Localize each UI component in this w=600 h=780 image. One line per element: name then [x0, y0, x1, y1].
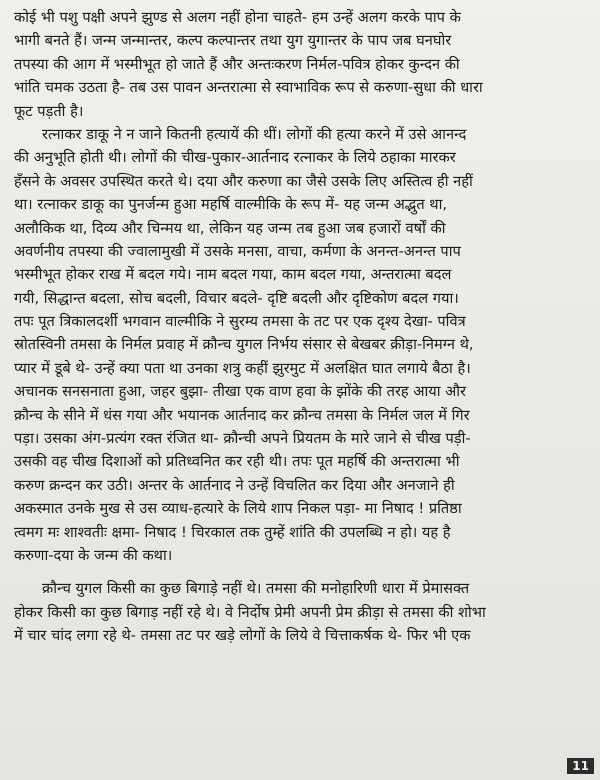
- text-line: अवर्णनीय तपस्या की ज्वालामुखी में उसके मनसा, वाचा, कर्मणा के अनन्त-अनन्त पाप: [14, 242, 461, 260]
- text-line: करुण क्रन्दन कर उठी। अन्तर के आर्तनाद ने उन्हें विचलित कर दिया और अनजाने ही: [14, 476, 455, 494]
- text-line: तपस्या की आग में भस्मीभूत हो जाते हैं और अन्तःकरण निर्मल-पवित्र होकर कुन्दन की: [14, 55, 460, 73]
- text-line: कोई भी पशु पक्षी अपने झुण्ड से अलग नहीं होना चाहते- हम उन्हें अलग करके पाप के: [14, 9, 461, 26]
- text-line: भांति चमक उठता है- तब उस पावन अन्तरात्मा से स्वाभाविक रूप से करुणा-सुधा की धारा: [14, 79, 483, 97]
- text-line: त्वमग मः शाश्वतीः क्षमा- निषाद ! चिरकाल तक तुम्हें शांति की उपलब्धि न हो। यह है: [14, 523, 451, 541]
- text-line: भस्मीभूत होकर राख में बदल गये। नाम बदल गया, काम बदल गया, अन्तरात्मा बदल: [14, 266, 452, 284]
- text-line: पड़ा। उसका अंग-प्रत्यंग रक्त रंजित था- क्रौन्ची अपने प्रियतम के मारे जाने से चीख पड़ी-: [14, 430, 471, 448]
- text-line: क्रौन्च के सीने में धंस गया और भयानक आर्तनाद कर क्रौन्च तमसा के निर्मल जल में गिर: [14, 406, 470, 424]
- text-line: था। रत्नाकर डाकू का पुनर्जन्म हुआ महर्षि वाल्मीकि के रूप में- यह जन्म अद्भुत था,: [14, 196, 448, 214]
- text-line: स्रोतस्विनी तमसा के निर्मल प्रवाह में क्रौन्च युगल निर्भय संसार से बेखबर क्रीड़ा-निमग्न थे,: [14, 336, 474, 354]
- text-line: रत्नाकर डाकू ने न जाने कितनी हत्यायें की थीं। लोगों की हत्या करने में उसे आनन्द: [42, 125, 467, 143]
- text-line: हँसने के अवसर उपस्थित करते थे। दया और करुणा का जैसे उसके लिए अस्तित्व ही नहीं: [14, 172, 473, 190]
- text-line: होकर किसी का कुछ बिगाड़ नहीं रहे थे। वे निर्दोष प्रेमी अपनी प्रेम क्रीड़ा से तमसा की शोभा: [14, 603, 486, 621]
- text-line: में चार चांद लगा रहे थे- तमसा तट पर खड़े लोगों के लिये वे चित्ताकर्षक थे- फिर भी एक: [14, 627, 471, 645]
- page-number: 11: [567, 758, 594, 774]
- text-line: की अनुभूति होती थी। लोगों की चीख-पुकार-आर्तनाद रत्नाकर के लिये ठहाका मारकर: [14, 149, 456, 167]
- text-line: तपः पूत त्रिकालदर्शी भगवान वाल्मीकि ने सुरम्य तमसा के तट पर एक दृश्य देखा- पवित्र: [14, 313, 466, 331]
- text-line: उसकी वह चीख दिशाओं को प्रतिध्वनित कर रही थी। तपः पूत महर्षि की अन्तरात्मा भी: [14, 453, 460, 471]
- text-line: प्यार में डूबे थे- उन्हें क्या पता था उनका शत्रु कहीं झुरमुट में अलक्षित घात लगाये बैठा है।: [14, 359, 471, 377]
- text-line: करुणा-दया के जन्म की कथा।: [14, 546, 173, 564]
- text-line: अकस्मात उनके मुख से उस व्याध-हत्यारे के लिये शाप निकल पड़ा- मा निषाद ! प्रतिष्ठा: [14, 500, 462, 518]
- article-text: [14, 6, 592, 648]
- text-line: फूट पड़ती है।: [14, 102, 84, 120]
- text-line: गयी, सिद्धान्त बदला, सोच बदली, विचार बदले- दृष्टि बदली और दृष्टिकोण बदल गया।: [14, 289, 459, 307]
- text-line: अलौकिक था, दिव्य और चिन्मय था, लेकिन यह जन्म तब हुआ जब हजारों वर्षों की: [14, 219, 446, 237]
- text-line: क्रौन्च युगल किसी का कुछ बिगाड़े नहीं थे। तमसा की मनोहारिणी धारा में प्रेमासक्त: [42, 580, 470, 598]
- text-line: अचानक सनसनाता हुआ, जहर बुझा- तीखा एक वाण हवा के झोंके की तरह आया और: [14, 383, 467, 401]
- text-line: भागी बनते हैं। जन्म जन्मान्तर, कल्प कल्पान्तर तथा युग युगान्तर के पाप जब घनघोर: [14, 32, 452, 50]
